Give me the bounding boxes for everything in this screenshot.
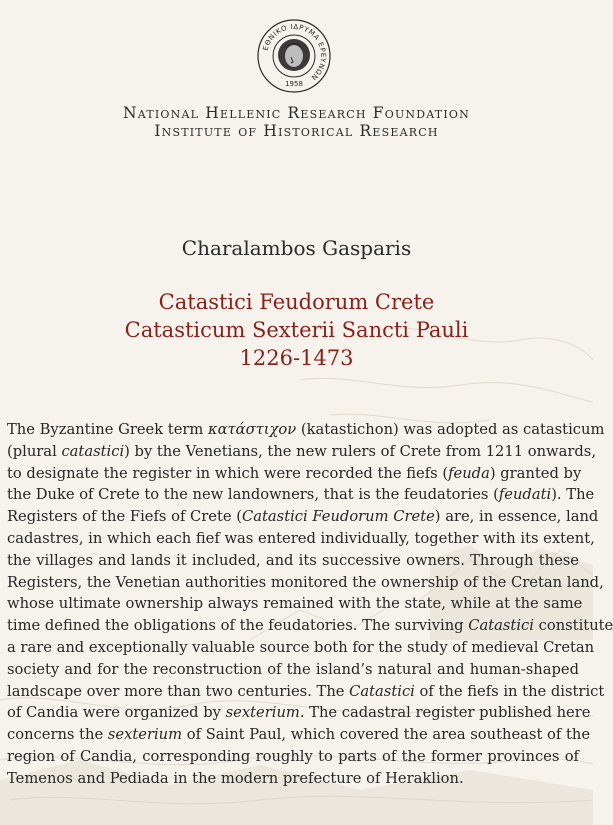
- abstract-italic-term: catastici: [61, 442, 125, 460]
- foundation-seal-logo: [256, 18, 332, 94]
- abstract-text: a rare and exceptionally valuable source both for the study of medieval Cretan: [7, 638, 595, 656]
- abstract-text: ) by the Venetians, the new rulers of Crete from 1211 onwards,: [124, 442, 596, 460]
- abstract-text: the villages and lands it included, and its successive owners. Through these: [7, 551, 579, 569]
- abstract-text: of Saint Paul, which covered the area southeast of the: [182, 726, 591, 744]
- abstract-line: [7, 419, 605, 441]
- abstract-line: [7, 528, 595, 550]
- abstract-line: [7, 615, 613, 637]
- abstract-text: to designate the register in which were recorded the fiefs (: [7, 464, 449, 482]
- abstract-text: Temenos and Pediada in the modern prefecture of Heraklion.: [7, 769, 464, 787]
- organization-name: National Hellenic Research Foundation: [123, 104, 470, 122]
- abstract-line: [7, 572, 604, 594]
- abstract-line: [7, 463, 582, 485]
- abstract-text: The Byzantine Greek term: [7, 421, 208, 438]
- abstract-text: of the fiefs in the district: [414, 682, 605, 700]
- abstract-line: [7, 746, 579, 768]
- abstract-text: (plural: [7, 442, 62, 460]
- abstract-text: cadastres, in which each fief was entered individually, together with its extent,: [7, 529, 595, 547]
- abstract-line: [7, 506, 599, 528]
- abstract-line: [7, 659, 579, 681]
- book-title-line-2: Catasticum Sexterii Sancti Pauli: [124, 318, 469, 342]
- abstract-text: ) are, in essence, land: [434, 508, 599, 526]
- book-title-line-1: Catastici Feudorum Crete: [158, 290, 435, 314]
- abstract-paragraph: [7, 419, 613, 790]
- abstract-text: Registers, the Venetian authorities monitored the ownership of the Cretan land,: [7, 573, 604, 591]
- abstract-italic-term: Catastici: [349, 682, 415, 700]
- abstract-line: [7, 724, 591, 746]
- abstract-text: constitute: [533, 617, 613, 635]
- abstract-text: whose ultimate ownership always remained with the state, while at the same: [7, 595, 583, 613]
- abstract-italic-term: κατάστιχον: [208, 421, 297, 438]
- author-name: Charalambos Gasparis: [181, 236, 412, 260]
- abstract-line: [7, 441, 596, 463]
- abstract-line: [7, 593, 583, 615]
- abstract-text: . The cadastral register published here: [299, 704, 591, 722]
- seal-ring-text: ΕΘΝΙΚΟ ΙΔΡΥΜΑ ΕΡΕΥΝΩΝ: [261, 22, 328, 82]
- abstract-italic-term: feuda: [448, 464, 490, 482]
- abstract-text: the Duke of Crete to the new landowners, that is the feudatories (: [7, 486, 499, 504]
- abstract-text: Registers of the Fiefs of Crete (: [7, 508, 242, 526]
- abstract-line: [7, 484, 595, 506]
- book-title-dates: 1226-1473: [239, 346, 354, 370]
- abstract-text: region of Candia, corresponding roughly to parts of the former provinces of: [7, 747, 579, 765]
- abstract-text: of Candia were organized by: [7, 704, 226, 722]
- institute-name: Institute of Historical Research: [154, 122, 439, 140]
- abstract-text: society and for the reconstruction of the island’s natural and human-shaped: [7, 660, 579, 678]
- abstract-italic-term: feudati: [498, 486, 552, 504]
- head-profile-icon: [278, 39, 310, 71]
- abstract-line: [7, 681, 605, 703]
- abstract-line: [7, 768, 579, 790]
- abstract-text: concerns the: [7, 726, 108, 744]
- abstract-text: ). The: [551, 486, 595, 504]
- abstract-italic-term: Catastici: [468, 617, 534, 635]
- abstract-text: time defined the obligations of the feudatories. The surviving: [7, 617, 469, 635]
- abstract-text: ) granted by: [489, 464, 582, 482]
- abstract-text: landscape over more than two centuries. The: [7, 682, 350, 700]
- abstract-italic-term: Catastici Feudorum Crete: [242, 508, 435, 526]
- abstract-italic-term: sexterium: [107, 726, 183, 744]
- abstract-italic-term: sexterium: [225, 704, 300, 722]
- seal-year: 1958: [285, 80, 303, 88]
- abstract-text: (katastichon) was adopted as catasticum: [296, 421, 605, 438]
- abstract-line: [7, 702, 591, 724]
- abstract-line: [7, 550, 579, 572]
- abstract-line: [7, 637, 595, 659]
